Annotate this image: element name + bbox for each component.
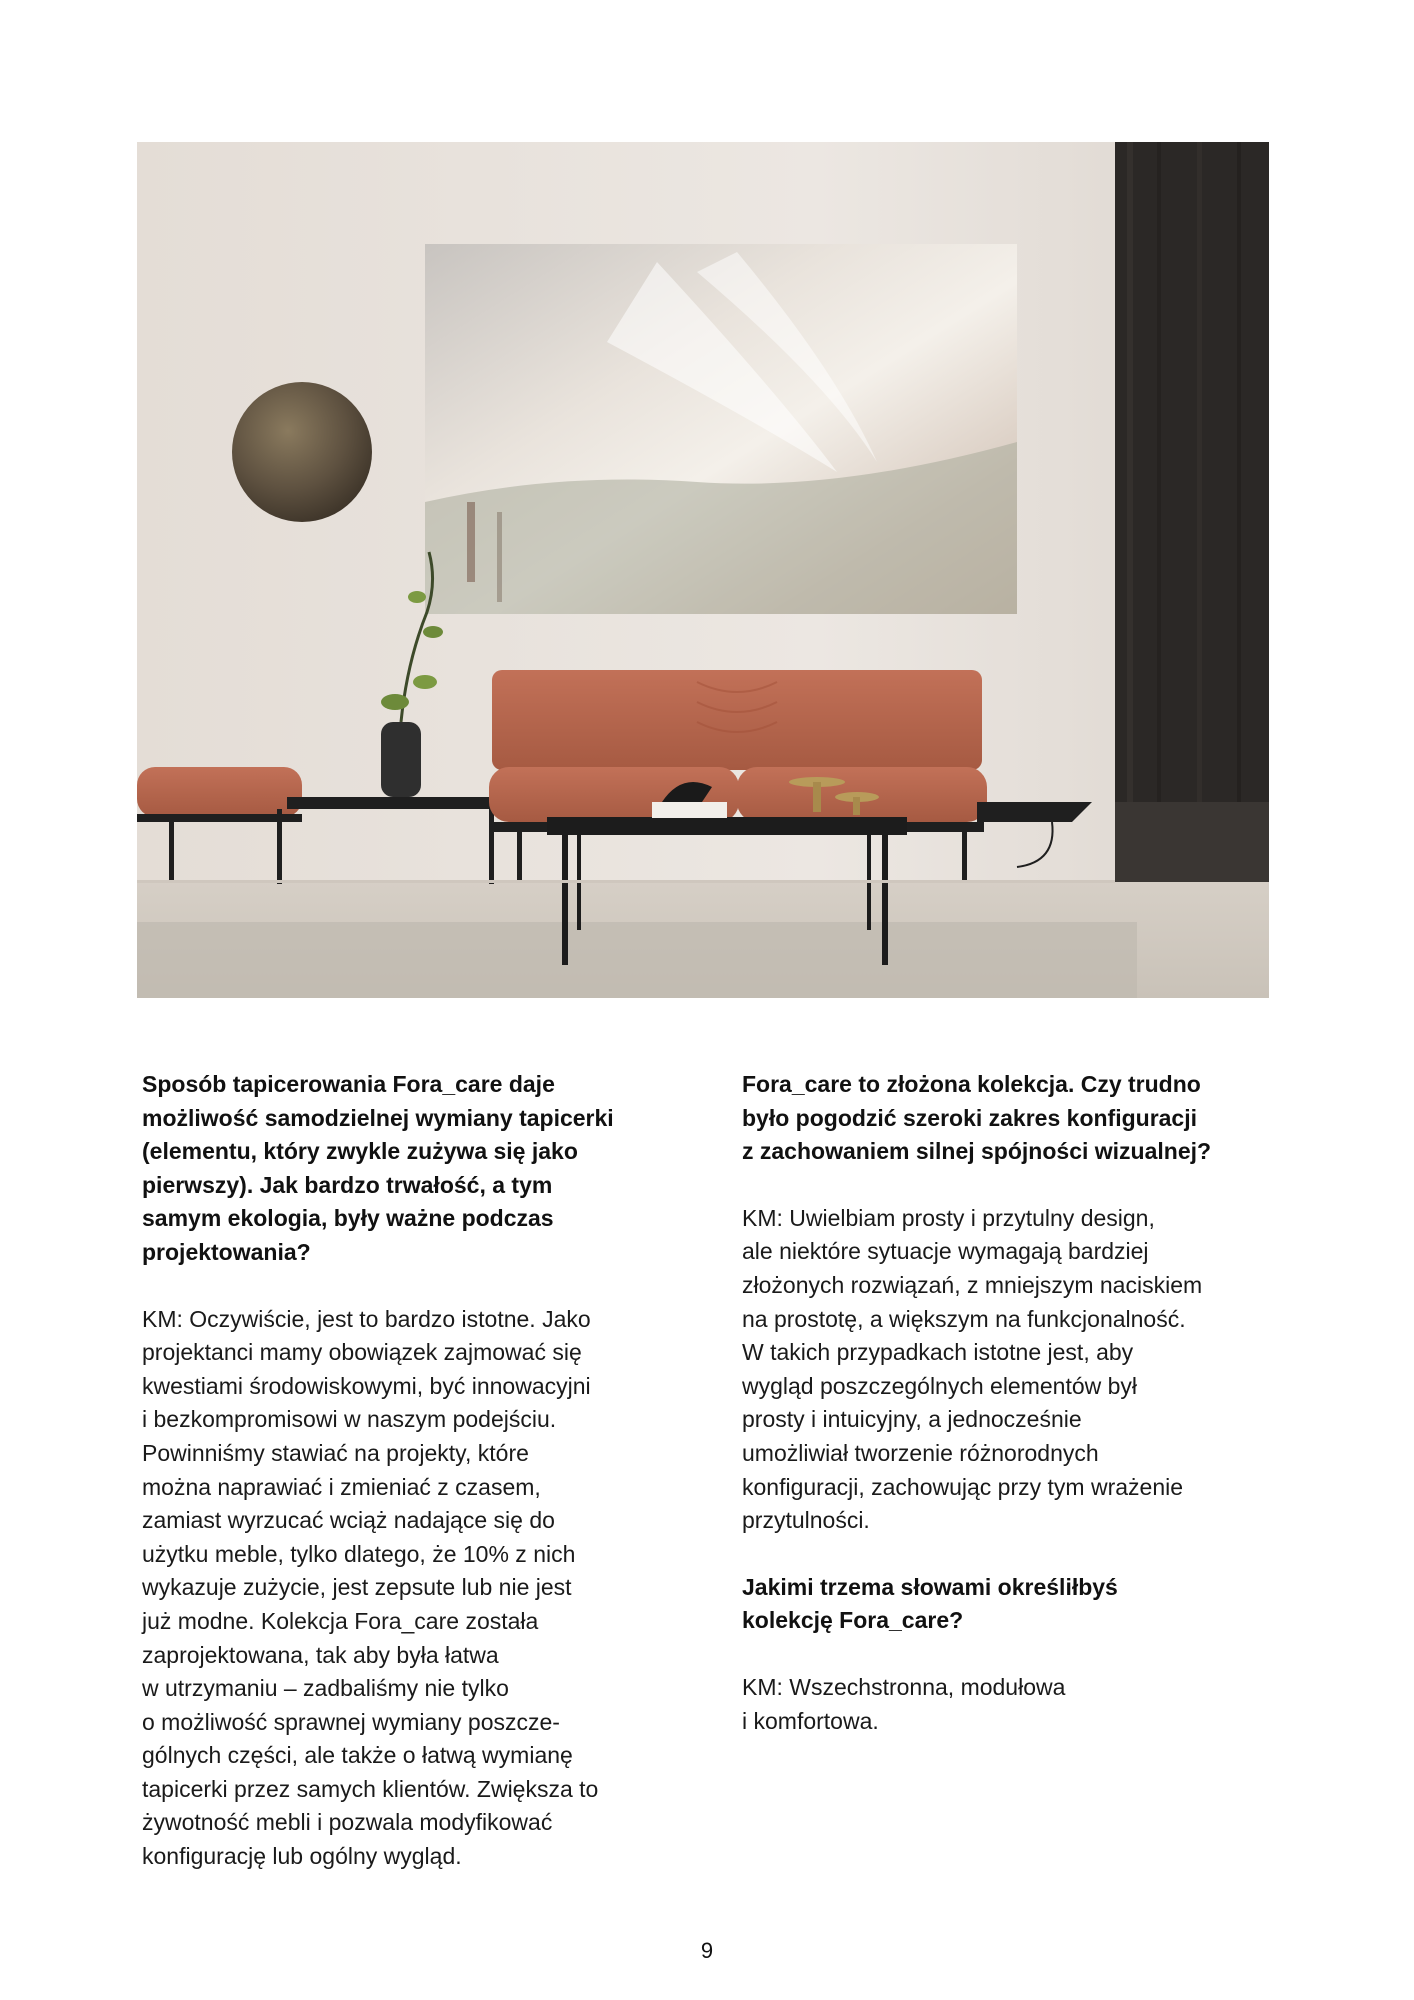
answer-durability: KM: Oczywiście, jest to bardzo istotne. Jako projektanci mamy obowiązek zajmować się kwestiami środowiskowymi, być innowacyjni i bezkompromisowi w naszym podejściu. Powinniśmy stawiać na projekty, które można naprawiać i zmieniać z czasem, zamiast wyrzucać wciąż nadające się do użytku meble, tylko dlatego, że 10% z nich wykazuje zużycie, jest zepsute lub nie jest już modne. Kolekcja Fora_care została zaprojektowana, tak aby była łatwa w utrzymaniu – zadbaliśmy nie tylko o możliwość sprawnej wymiany poszcze- gólnych części, ale także o łatwą wymianę tapicerki przez samych klientów. Zwiększa to żywotność mebli i pozwala modyfikować konfigurację lub ogólny wygląd. [142,1305,599,1870]
page-number: 9 [700,1938,714,1963]
wood-panel [1115,142,1269,882]
rug [137,922,1137,998]
window-ledge [1115,802,1269,882]
book-stack [652,802,727,818]
answer-three-words: KM: Wszechstronna, modułowa i komfortowa. [742,1673,1066,1734]
left-column [142,1068,702,1907]
question-configuration: Fora_care to złożona kolekcja. Czy trudno było pogodzić szeroki zakres konfiguracji z zachowaniem silnej spójności wizualnej? [742,1071,1212,1165]
coffee-table [547,817,907,835]
sofa-back [492,670,982,770]
question-durability: Sposób tapicerowania Fora_care daje możliwość samodzielnej wymiany tapicerki (elementu, który zwykle zużywa się jako pierwszy). Jak bardzo trwałość, a tym samym ekologia, były ważne podczas projektowania? [142,1071,614,1265]
answer-configuration: KM: Uwielbiam prosty i przytulny design, ale niektóre sytuacje wymagają bardziej złożonych rozwiązań, z mniejszym naciskiem na prostotę, a większym na funkcjonalność. W takich przypadkach istotne jest, aby wygląd poszczególnych elementów był prosty i intuicyjny, a jednocześnie umożliwiał tworzenie różnorodnych konfiguracji, zachowując przy tym wrażenie przytulności. [742,1204,1203,1534]
vase [381,722,421,797]
interior-illustration [137,142,1269,998]
right-column [742,1068,1302,1771]
wall-disc-lamp [232,382,372,522]
side-table-left [287,797,517,809]
question-three-words: Jakimi trzema słowami określiłbyś kolekcję Fora_care? [742,1573,1118,1634]
interior-photo [137,142,1269,998]
side-table-right [977,802,1092,822]
